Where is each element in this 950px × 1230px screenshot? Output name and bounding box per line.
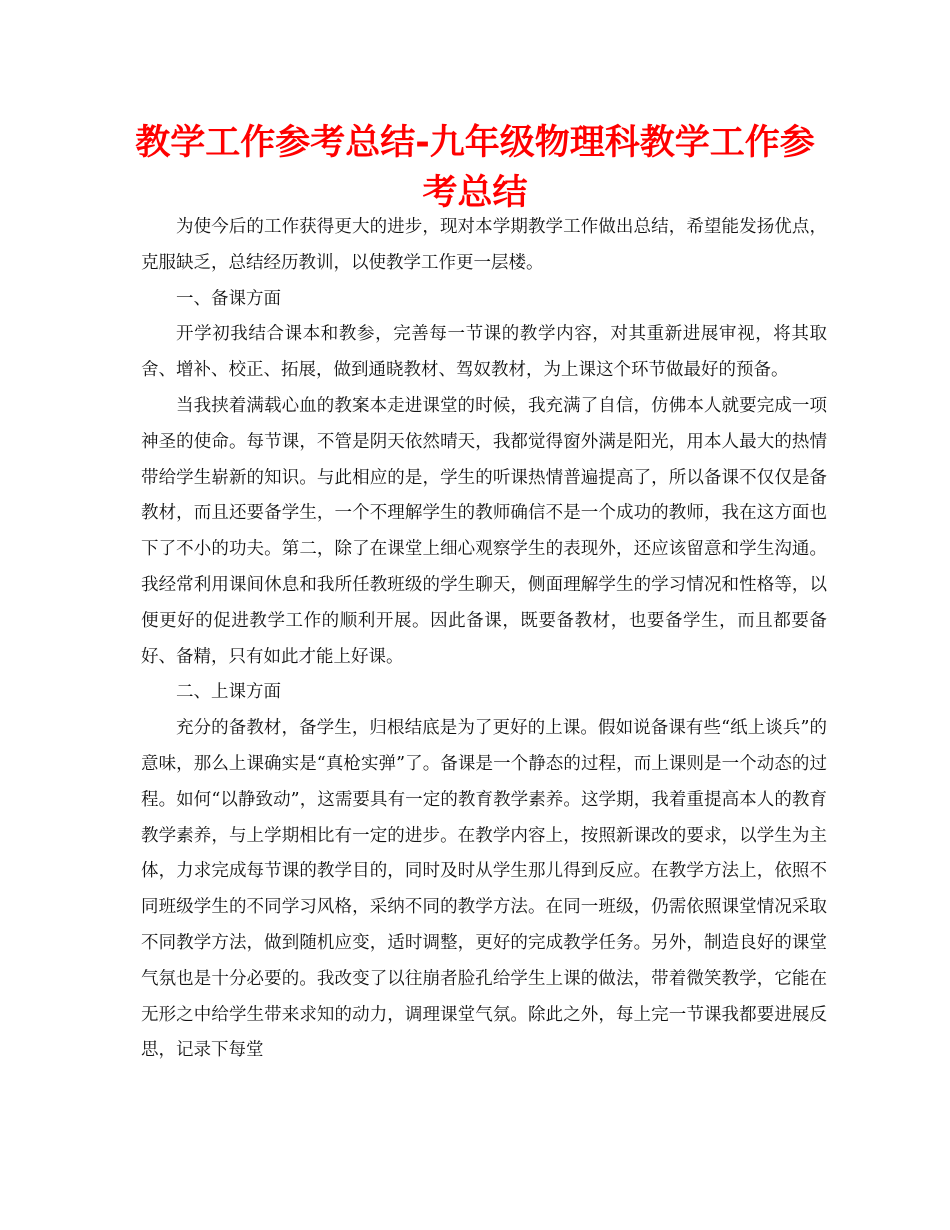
paragraph-intro: 为使今后的工作获得更大的进步，现对本学期教学工作做出总结，希望能发扬优点，克服缺乏，总结经历教训，以使教学工作更一层楼。	[141, 217, 827, 273]
paragraph-lesson-prep: 开学初我结合课本和教参，完善每一节课的教学内容，对其重新进展审视，将其取舍、增补、校正、拓展，做到通晓教材、驾奴教材，为上课这个环节做最好的预备。	[141, 324, 827, 381]
document-title: 教学工作参考总结-九年级物理科教学工作参考总结	[135, 123, 815, 213]
paragraph-prep-students: 当我挟着满载心血的教案本走进课堂的时候，我充满了自信，仿佛本人就要完成一项神圣的使命。每节课，不管是阴天依然晴天，我都觉得窗外满是阳光，用本人最大的热情带给学生崭新的知识。与此相应的是，学生的听课热情普遍提高了，所以备课不仅仅是备教材，而且还要备学生，一个不理解学生的教师确信不是一个成功的教师，我在这方面也下了不小的功夫。第二，除了在课堂上细心观察学生的表现外，还应该留意和学生沟通。我经常利用课间休息和我所任教班级的学生聊天，侧面理解学生的学习情况和性格等，以便更好的促进教学工作的顺利开展。因此备课，既要备教材，也要备学生，而且都要备好、备精，只有如此才能上好课。	[141, 395, 827, 667]
paragraph-teaching: 充分的备教材，备学生，归根结底是为了更好的上课。假如说备课有些“纸上谈兵”的意味，那么上课确实是“真枪实弹”了。备课是一个静态的过程，而上课则是一个动态的过程。如何“以静致动”，这需要具有一定的教育教学素养。这学期，我着重提高本人的教育教学素养，与上学期相比有一定的进步。在教学内容上，按照新课改的要求，以学生为主体，力求完成每节课的教学目的，同时及时从学生那儿得到反应。在教学方法上，依照不同班级学生的不同学习风格，采纳不同的教学方法。在同一班级，仍需依照课堂情况采取不同教学方法，做到随机应变，适时调整，更好的完成教学任务。另外，制造良好的课堂气氛也是十分必要的。我改变了以往崩者脸孔给学生上课的做法，带着微笑教学，它能在无形之中给学生带来求知的动力，调理课堂气氛。除此之外，每上完一节课我都要进展反思，记录下每堂	[141, 718, 827, 1061]
section-heading-teaching: 二、上课方面	[176, 682, 281, 703]
document-body	[141, 210, 827, 1069]
section-heading-lesson-prep: 一、备课方面	[176, 288, 281, 309]
